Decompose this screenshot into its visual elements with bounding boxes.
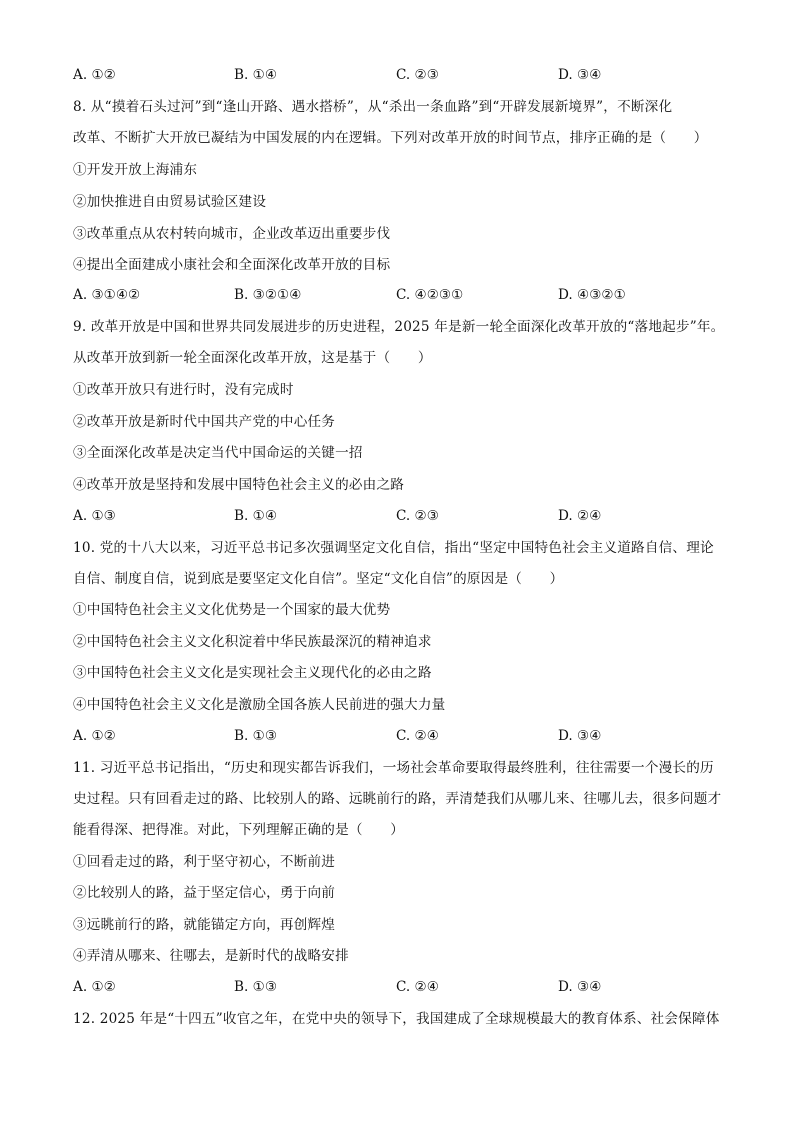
q8-options	[73, 286, 733, 304]
q8-item-4: ④提出全面建成小康社会和全面深化改革开放的目标	[73, 257, 391, 273]
q8-stem-line-2: 改革、不断扩大开放已凝结为中国发展的内在逻辑。下列对改革开放的时间节点，排序正确的是（ ）	[73, 130, 708, 146]
q7-option-d[interactable]: D. ③④	[558, 67, 602, 83]
q8-stem-line-1: 8. 从“摸着石头过河”到“逢山开路、遇水搭桥”，从“杀出一条血路”到“开辟发展新境界”，不断深化	[73, 99, 673, 115]
q11-option-a[interactable]: A. ①②	[73, 979, 116, 995]
q8-item-1: ①开发开放上海浦东	[73, 162, 198, 178]
q9-options	[73, 507, 733, 525]
q9-item-1: ①改革开放只有进行时，没有完成时	[73, 382, 294, 398]
q10-stem-line-2: 自信、制度自信，说到底是要坚定文化自信”。坚定“文化自信”的原因是（ ）	[73, 571, 564, 587]
q8-option-b[interactable]: B. ③②①④	[234, 287, 302, 303]
q9-item-3: ③全面深化改革是决定当代中国命运的关键一招	[73, 445, 363, 461]
q10-option-d[interactable]: D. ③④	[558, 728, 602, 744]
q10-options	[73, 727, 733, 745]
q8-option-c[interactable]: C. ④②③①	[396, 287, 464, 303]
q11-stem-line-3: 能看得深、把得准。对此，下列理解正确的是（ ）	[73, 822, 405, 838]
q9-item-2: ②改革开放是新时代中国共产党的中心任务	[73, 414, 336, 430]
q10-stem-line-1: 10. 党的十八大以来，习近平总书记多次强调坚定文化自信，指出“坚定中国特色社会主义道路自信、理论	[73, 540, 714, 556]
q10-item-4: ④中国特色社会主义文化是激励全国各族人民前进的强大力量	[73, 697, 446, 713]
q10-item-2: ②中国特色社会主义文化积淀着中华民族最深沉的精神追求	[73, 634, 432, 650]
q12-stem-line-1: 12. 2025 年是“十四五”收官之年，在党中央的领导下，我国建成了全球规模最大的教育体系、社会保障体	[73, 1011, 720, 1027]
q10-option-a[interactable]: A. ①②	[73, 728, 116, 744]
q9-stem-line-2: 从改革开放到新一轮全面深化改革开放，这是基于（ ）	[73, 350, 432, 366]
q8-option-d[interactable]: D. ④③②①	[558, 287, 626, 303]
q9-option-d[interactable]: D. ②④	[558, 508, 602, 524]
q8-item-3: ③改革重点从农村转向城市，企业改革迈出重要步伐	[73, 226, 391, 242]
q9-stem-line-1: 9. 改革开放是中国和世界共同发展进步的历史进程，2025 年是新一轮全面深化改革开放的“落地起步”年。	[73, 319, 725, 335]
q10-item-3: ③中国特色社会主义文化是实现社会主义现代化的必由之路	[73, 665, 432, 681]
q7-option-b[interactable]: B. ①④	[234, 67, 278, 83]
q11-option-c[interactable]: C. ②④	[396, 979, 439, 995]
q8-option-a[interactable]: A. ③①④②	[73, 287, 141, 303]
q9-option-c[interactable]: C. ②③	[396, 508, 439, 524]
q11-item-3: ③远眺前行的路，就能锚定方向，再创辉煌	[73, 917, 336, 933]
q11-item-4: ④弄清从哪来、往哪去，是新时代的战略安排	[73, 948, 349, 964]
q9-item-4: ④改革开放是坚持和发展中国特色社会主义的必由之路	[73, 477, 405, 493]
q10-option-c[interactable]: C. ②④	[396, 728, 439, 744]
q11-item-2: ②比较别人的路，益于坚定信心，勇于向前	[73, 885, 336, 901]
q11-stem-line-1: 11. 习近平总书记指出，“历史和现实都告诉我们，一场社会革命要取得最终胜利，往往需要一个漫长的历	[73, 760, 714, 776]
q11-item-1: ①回看走过的路，利于坚守初心，不断前进	[73, 854, 336, 870]
q9-option-a[interactable]: A. ①③	[73, 508, 116, 524]
q11-option-d[interactable]: D. ③④	[558, 979, 602, 995]
q11-option-b[interactable]: B. ①③	[234, 979, 278, 995]
q7-options	[73, 66, 733, 84]
q10-item-1: ①中国特色社会主义文化优势是一个国家的最大优势	[73, 602, 391, 618]
q8-item-2: ②加快推进自由贸易试验区建设	[73, 194, 267, 210]
q11-options	[73, 978, 733, 996]
q9-option-b[interactable]: B. ①④	[234, 508, 278, 524]
q10-option-b[interactable]: B. ①③	[234, 728, 278, 744]
q11-stem-line-2: 史过程。只有回看走过的路、比较别人的路、远眺前行的路，弄清楚我们从哪儿来、往哪儿去，很多问题才	[73, 791, 722, 807]
q7-option-c[interactable]: C. ②③	[396, 67, 439, 83]
q7-option-a[interactable]: A. ①②	[73, 67, 116, 83]
